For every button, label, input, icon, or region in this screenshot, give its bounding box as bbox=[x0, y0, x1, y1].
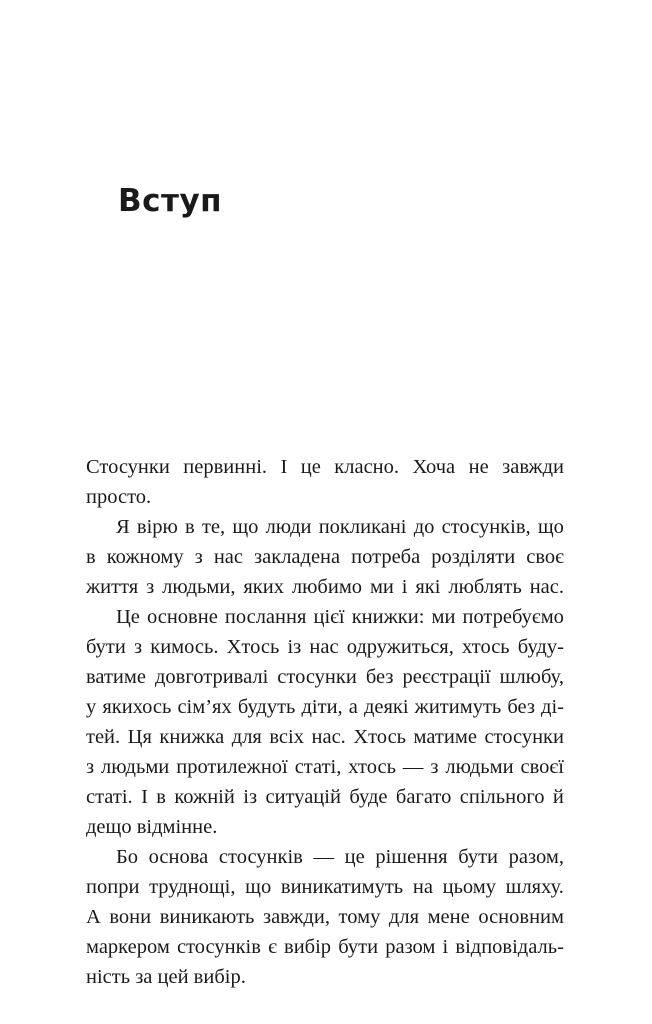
text-line: статі. І в кожній із ситуацій буде багато спільного й bbox=[86, 786, 564, 808]
text-line: Це основне послання цієї книжки: ми потребуємо bbox=[116, 606, 564, 628]
text-line: бути з кимось. Хтось із нас одружиться, хтось буду- bbox=[86, 636, 564, 658]
text-line: Я вірю в те, що люди покликані до стосунків, що bbox=[116, 516, 564, 538]
text-line: А вони виникають завжди, тому для мене основним bbox=[86, 906, 564, 928]
text-line: з людьми протилежної статі, хтось — з людьми своєї bbox=[86, 756, 564, 778]
text-line: Бо основа стосунків — це рішення бути разом, bbox=[116, 846, 564, 868]
text-line: ність за цей вибір. bbox=[86, 966, 246, 988]
text-line: у якихось сім’ях будуть діти, а деякі житимуть без ді- bbox=[86, 696, 564, 718]
text-line: тей. Ця книжка для всіх нас. Хтось матиме стосунки bbox=[86, 726, 564, 748]
text-line: просто. bbox=[86, 486, 152, 508]
text-line: ватиме довготривалі стосунки без реєстрації шлюбу, bbox=[86, 666, 564, 688]
text-line: життя з людьми, яких любимо ми і які люблять нас. bbox=[86, 576, 564, 598]
body-text bbox=[86, 452, 564, 992]
chapter-title: Вступ bbox=[118, 183, 223, 219]
text-line: Стосунки первинні. І це класно. Хоча не завжди bbox=[86, 456, 564, 478]
text-line: попри труднощі, що виникатимуть на цьому шляху. bbox=[86, 876, 564, 898]
text-line: в кожному з нас закладена потреба розділяти своє bbox=[86, 546, 564, 568]
text-line: дещо відмінне. bbox=[86, 816, 218, 838]
text-line: маркером стосунків є вибір бути разом і відповідаль- bbox=[86, 936, 564, 958]
